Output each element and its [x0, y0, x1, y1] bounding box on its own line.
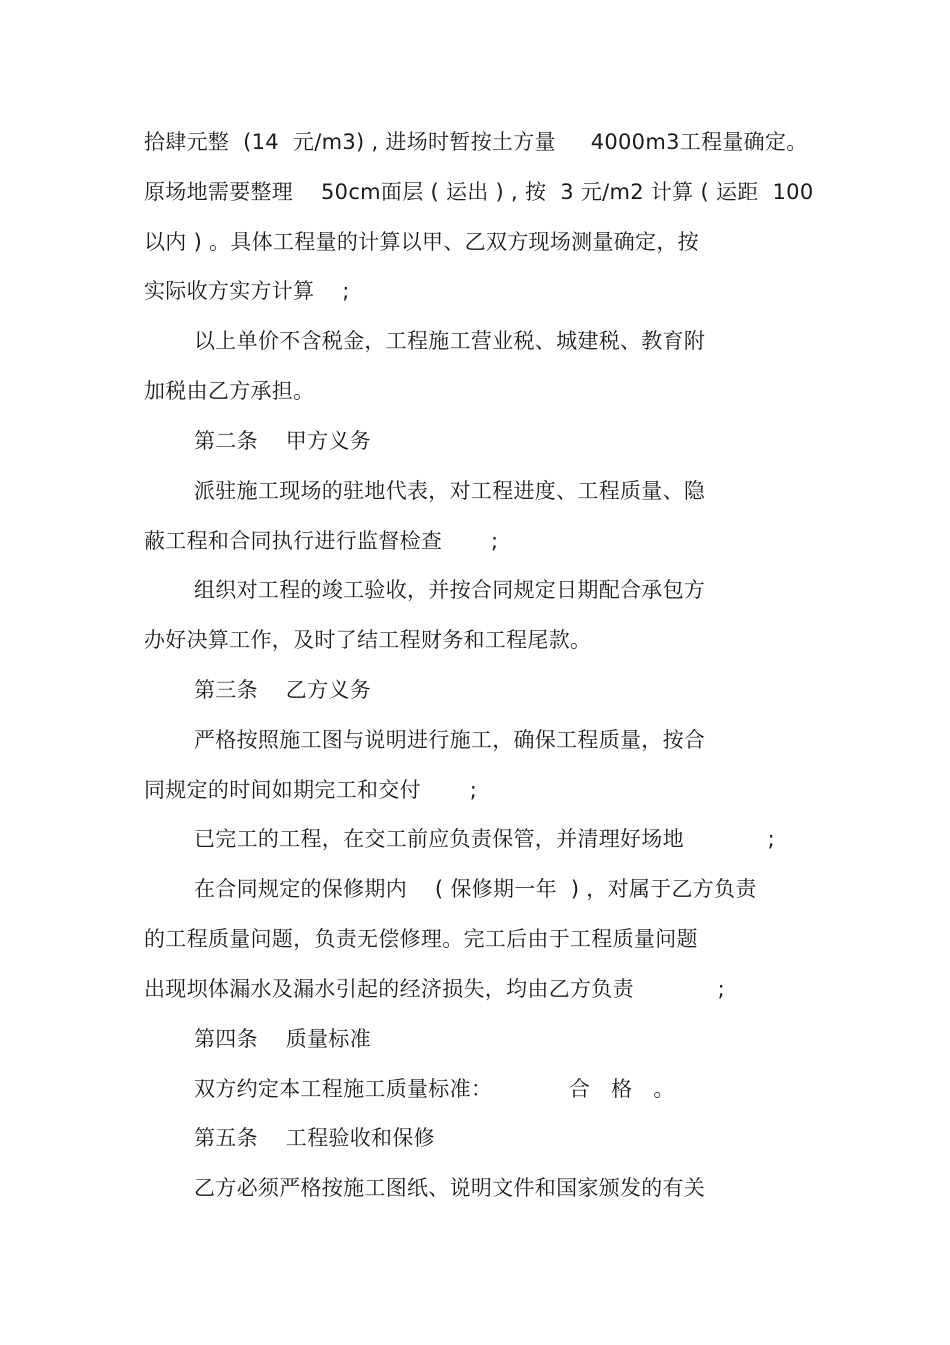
section-heading: 第四条 质量标准 [194, 1027, 372, 1051]
text-line: 乙方必须严格按施工图纸、说明文件和国家颁发的有关 [194, 1176, 706, 1200]
text-line: 双方约定本工程施工质量标准： 合 格 。 [194, 1077, 675, 1101]
text-line: 同规定的时间如期完工和交付 ; [144, 778, 478, 802]
text-line: 在合同规定的保修期内 ( 保修期一年 ) ，对属于乙方负责 [194, 877, 757, 901]
text-line: 实际收方实方计算 ; [144, 279, 350, 303]
text-line: 原场地需要整理 50cm面层 ( 运出 ) , 按 3 元/m2 计算 ( 运距 100 [144, 180, 814, 204]
section-heading: 第二条 甲方义务 [194, 429, 372, 453]
text-line: 以内 ) 。具体工程量的计算以甲、乙双方现场测量确定，按 [144, 230, 699, 254]
text-line: 出现坝体漏水及漏水引起的经济损失，均由乙方负责 ; [144, 977, 725, 1001]
text-line: 严格按照施工图与说明进行施工，确保工程质量，按合 [194, 728, 706, 752]
text-line: 加税由乙方承担。 [144, 379, 315, 403]
text-line: 的工程质量问题，负责无偿修理。完工后由于工程质量问题 [144, 927, 698, 951]
text-line: 蔽工程和合同执行进行监督检查 ; [144, 529, 499, 553]
text-line: 以上单价不含税金，工程施工营业税、城建税、教育附 [194, 329, 706, 353]
section-heading: 第三条 乙方义务 [194, 678, 372, 702]
text-line: 已完工的工程，在交工前应负责保管，并清理好场地 ; [194, 827, 775, 851]
text-line: 办好决算工作，及时了结工程财务和工程尾款。 [144, 628, 592, 652]
text-line: 拾肆元整 (14 元/m3) , 进场时暂按土方量 4000m3工程量确定。 [144, 130, 808, 154]
section-heading: 第五条 工程验收和保修 [194, 1126, 435, 1150]
text-line: 派驻施工现场的驻地代表，对工程进度、工程质量、隐 [194, 479, 706, 503]
text-line: 组织对工程的竣工验收，并按合同规定日期配合承包方 [194, 578, 706, 602]
